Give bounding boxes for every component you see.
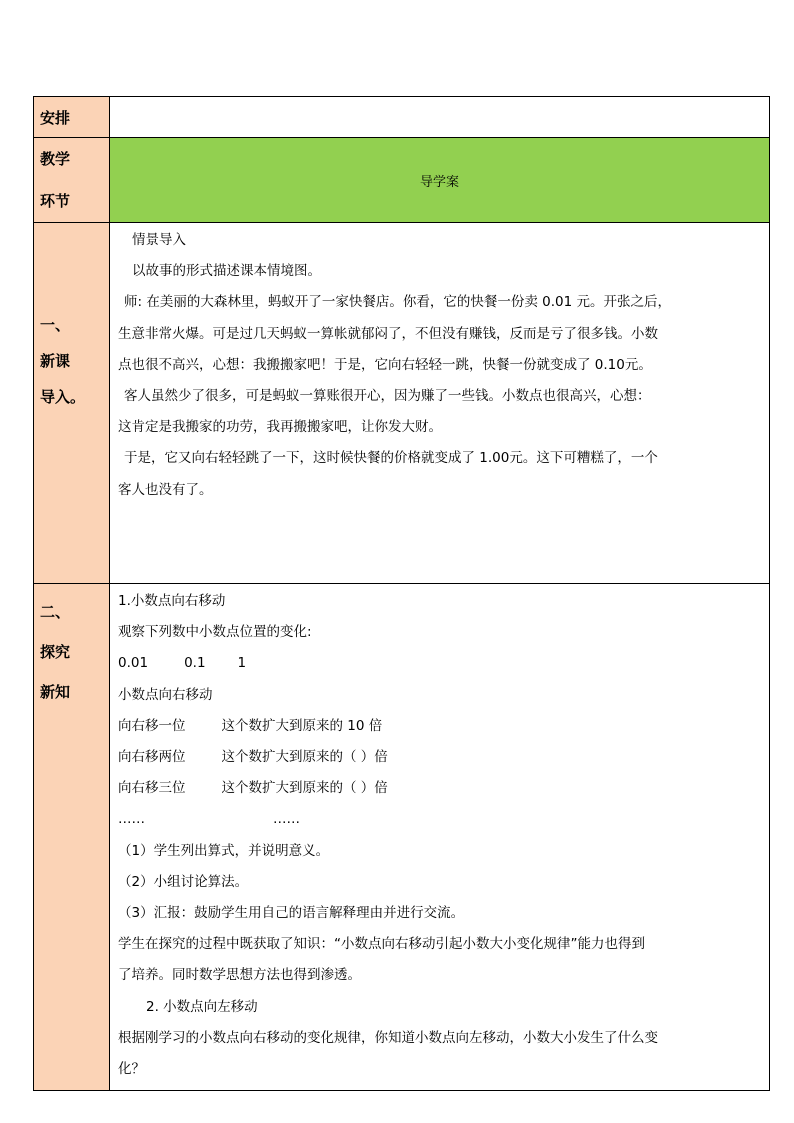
- move-row: [118, 711, 763, 742]
- intro-label-cell: [34, 223, 110, 584]
- intro-line: 以故事的形式描述课本情境图。: [132, 263, 321, 280]
- question-line: 化？: [118, 1061, 145, 1078]
- move-left: 向右移两位: [118, 749, 186, 766]
- intro-line: 生意非常火爆。可是过几天蚂蚁一算帐就郁闷了，不但没有赚钱，反而是亏了很多钱。小数: [118, 325, 658, 342]
- intro-content-cell: [110, 223, 770, 584]
- intro-line: 点也很不高兴，心想：我搬搬家吧！于是，它向右轻轻一跳，快餐一份就变成了 0.10元。: [118, 356, 652, 373]
- explore-content-cell: [110, 584, 770, 1091]
- ellipsis-left: ……: [118, 811, 145, 828]
- move-right: 这个数扩大到原来的（ ）倍: [221, 749, 388, 766]
- stage-row: [34, 138, 770, 223]
- intro-line: 客人虽然少了很多，可是蚂蚁一算账很开心，因为赚了一些钱。小数点也很高兴，心想：: [124, 388, 651, 405]
- move-right: 这个数扩大到原来的（ ）倍: [221, 780, 388, 797]
- guide-header-cell: [110, 138, 770, 223]
- summary-line: 学生在探究的过程中既获取了知识：“小数点向右移动引起小数大小变化规律”能力也得到: [118, 936, 645, 953]
- intro-row: [34, 223, 770, 584]
- question-line: 根据刚学习的小数点向右移动的变化规律，你知道小数点向左移动，小数大小发生了什么变: [118, 1029, 658, 1046]
- stage-label-line2: 环节: [40, 192, 71, 210]
- number-item: 0.01: [118, 655, 149, 672]
- explore-label-line3: 新知: [40, 683, 71, 701]
- intro-line: 情景导入: [132, 232, 186, 248]
- number-item: 0.1: [184, 655, 206, 672]
- step-item: （1）学生列出算式，并说明意义。: [118, 842, 330, 859]
- arrangement-label: 安排: [40, 108, 71, 127]
- arrangement-row: [34, 97, 770, 138]
- stage-label-line1: 教学: [40, 150, 71, 168]
- step-item: （3）汇报：鼓励学生用自己的语言解释理由并进行交流。: [118, 905, 465, 922]
- guide-header: 导学案: [419, 174, 459, 190]
- move-left: 向右移一位: [118, 717, 186, 734]
- ellipsis-row: [118, 804, 763, 835]
- section-heading-left: 2. 小数点向左移动: [146, 998, 258, 1015]
- section-heading-right: 1.小数点向右移动: [118, 593, 226, 609]
- ellipsis-right: ……: [273, 811, 300, 828]
- intro-line: 于是，它又向右轻轻跳了一下，这时候快餐的价格就变成了 1.00元。这下可糟糕了，一个: [124, 450, 658, 467]
- intro-label-line2: 新课: [40, 352, 71, 370]
- explore-label-line1: 二、: [40, 603, 71, 621]
- move-row: [118, 773, 763, 804]
- explore-label-cell: [34, 584, 110, 1091]
- number-item: 1: [237, 655, 247, 672]
- intro-label-line1: 一、: [40, 316, 71, 334]
- intro-line: 这肯定是我搬家的功劳，我再搬搬家吧，让你发大财。: [118, 419, 442, 436]
- explore-row: [34, 584, 770, 1091]
- summary-line: 了培养。同时数学思想方法也得到渗透。: [118, 967, 361, 984]
- subheading: 小数点向右移动: [118, 686, 213, 703]
- step-item: （2）小组讨论算法。: [118, 873, 249, 890]
- arrangement-label-cell: [34, 97, 110, 138]
- intro-line: 师: 在美丽的大森林里，蚂蚁开了一家快餐店。你看，它的快餐一份卖 0.01 元。开张之后，: [124, 294, 671, 311]
- arrangement-content-cell: [110, 97, 770, 138]
- observe-instruction: 观察下列数中小数点位置的变化:: [118, 624, 312, 641]
- lesson-plan-table: [33, 96, 770, 1091]
- stage-label-cell: [34, 138, 110, 223]
- explore-label-line2: 探究: [40, 643, 71, 661]
- move-left: 向右移三位: [118, 780, 186, 797]
- move-right: 这个数扩大到原来的 10 倍: [221, 717, 383, 734]
- move-row: [118, 742, 763, 773]
- intro-label-line3: 导入。: [40, 388, 86, 406]
- intro-line: 客人也没有了。: [118, 481, 213, 498]
- number-sequence: [118, 648, 763, 679]
